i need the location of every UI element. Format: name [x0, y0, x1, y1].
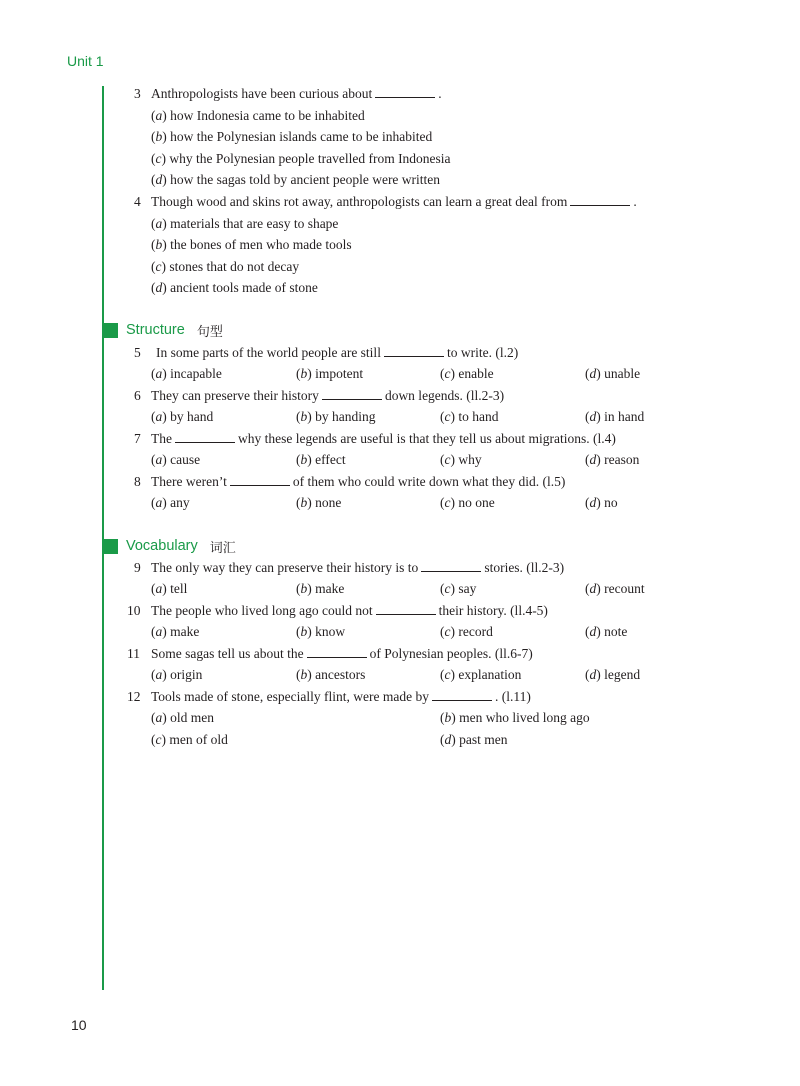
question-number: 3 [134, 86, 141, 101]
option-text: old men [170, 710, 214, 725]
answer-blank [375, 86, 435, 98]
option-letter: c [444, 667, 451, 682]
question-stem: The people who lived long ago could not [151, 603, 373, 618]
question-stem: The only way they can preserve their history is to [151, 560, 419, 575]
option-text: any [170, 495, 190, 510]
question-stem-end: down legends. (ll.2-3) [384, 388, 505, 403]
option-text: ancient tools made of stone [170, 280, 318, 295]
option-text: materials that are easy to shape [170, 216, 339, 231]
question-stem-end: stories. (ll.2-3) [484, 560, 565, 575]
option-letter: c [155, 259, 162, 274]
option-letter: d [155, 172, 163, 187]
option-text: make [315, 581, 345, 596]
option-letter: c [444, 495, 451, 510]
question-stem: Though wood and skins rot away, anthropologists can learn a great deal from [151, 194, 568, 209]
option-text: why [458, 452, 482, 467]
option-text: no one [458, 495, 495, 510]
answer-blank [376, 603, 436, 615]
option-letter: b [300, 366, 308, 381]
question-stem-end: why these legends are useful is that they tell us about migrations. (l.4) [238, 431, 616, 446]
option-letter: d [589, 366, 597, 381]
question-stem-end: to write. (l.2) [446, 345, 519, 360]
option-text: note [604, 624, 628, 639]
option-letter: c [444, 452, 451, 467]
option-text: the bones of men who made tools [170, 237, 352, 252]
option-text: how Indonesia came to be inhabited [170, 108, 365, 123]
option-letter: d [589, 624, 597, 639]
option-letter: a [155, 495, 163, 510]
option-letter: a [155, 667, 163, 682]
question-stem: Anthropologists have been curious about [151, 86, 373, 101]
question-number: 4 [134, 194, 141, 209]
option-text: reason [604, 452, 640, 467]
option-text: say [458, 581, 477, 596]
question-stem: In some parts of the world people are still [156, 345, 381, 360]
option-letter: b [155, 237, 163, 252]
option-text: enable [458, 366, 494, 381]
option-letter: c [155, 732, 162, 747]
question-stem: Some sagas tell us about the [151, 646, 304, 661]
option-text: recount [604, 581, 645, 596]
question-number: 8 [134, 474, 141, 489]
option-text: to hand [458, 409, 499, 424]
question-stem-end: . [438, 86, 442, 101]
section-title-zh: 词汇 [209, 540, 236, 556]
question-number: 5 [134, 345, 141, 360]
option-letter: c [444, 366, 451, 381]
option-letter: a [155, 624, 163, 639]
option-letter: a [155, 409, 163, 424]
option-letter: c [444, 581, 451, 596]
section-title-en: Vocabulary [126, 538, 198, 554]
answer-blank [432, 689, 492, 701]
vocabulary-heading [104, 537, 236, 555]
option-text: past men [459, 732, 508, 747]
option-letter: b [300, 581, 308, 596]
option-letter: b [155, 129, 163, 144]
question-stem: Tools made of stone, especially flint, were made by [151, 689, 429, 704]
option-text: cause [170, 452, 201, 467]
question-stem-end: their history. (ll.4-5) [438, 603, 548, 618]
section-title-zh: 句型 [196, 324, 223, 340]
question-number: 10 [127, 603, 141, 618]
question-stem-end: of them who could write down what they did. (l.5) [292, 474, 566, 489]
option-text: legend [604, 667, 641, 682]
question-number: 9 [134, 560, 141, 575]
question-number: 7 [134, 431, 141, 446]
section-marker [104, 539, 118, 554]
question-stem-end: . (l.11) [494, 689, 531, 704]
option-letter: d [155, 280, 163, 295]
option-letter: a [155, 216, 163, 231]
question-stem-end: . [633, 194, 637, 209]
option-letter: a [155, 452, 163, 467]
option-text: make [170, 624, 200, 639]
option-letter: d [589, 452, 597, 467]
question-number: 11 [127, 646, 140, 661]
question-stem: The [151, 431, 172, 446]
option-letter: b [300, 452, 308, 467]
option-letter: a [155, 108, 163, 123]
answer-blank [384, 345, 444, 357]
answer-blank [421, 560, 481, 572]
question-number: 12 [127, 689, 141, 704]
answer-blank [570, 194, 630, 206]
question-stem: There weren’t [151, 474, 227, 489]
question-stem-end: of Polynesian peoples. (ll.6-7) [369, 646, 533, 661]
option-text: by handing [315, 409, 376, 424]
option-letter: d [589, 667, 597, 682]
option-text: why the Polynesian people travelled from Indonesia [169, 151, 451, 166]
question-number: 6 [134, 388, 141, 403]
answer-blank [230, 474, 290, 486]
page-number: 10 [71, 1017, 87, 1033]
option-text: impotent [315, 366, 364, 381]
option-letter: b [300, 495, 308, 510]
option-letter: d [589, 581, 597, 596]
unit-title: Unit 1 [67, 53, 104, 69]
option-text: tell [170, 581, 188, 596]
option-text: explanation [458, 667, 522, 682]
option-letter: b [300, 409, 308, 424]
answer-blank [322, 388, 382, 400]
option-text: unable [604, 366, 641, 381]
option-letter: b [444, 710, 452, 725]
option-text: know [315, 624, 346, 639]
answer-blank [175, 431, 235, 443]
option-letter: d [589, 495, 597, 510]
option-letter: a [155, 710, 163, 725]
question-stem: They can preserve their history [151, 388, 319, 403]
option-text: stones that do not decay [169, 259, 300, 274]
option-text: record [458, 624, 493, 639]
option-letter: b [300, 667, 308, 682]
option-letter: d [589, 409, 597, 424]
option-text: origin [170, 667, 203, 682]
option-text: incapable [170, 366, 222, 381]
option-text: how the Polynesian islands came to be inhabited [170, 129, 433, 144]
option-text: none [315, 495, 342, 510]
option-letter: c [444, 624, 451, 639]
option-letter: a [155, 366, 163, 381]
option-text: men who lived long ago [459, 710, 590, 725]
option-text: ancestors [315, 667, 366, 682]
option-text: by hand [170, 409, 214, 424]
section-title-en: Structure [126, 322, 185, 338]
option-text: no [604, 495, 618, 510]
structure-heading [104, 321, 223, 339]
option-letter: a [155, 581, 163, 596]
option-text: how the sagas told by ancient people were written [170, 172, 441, 187]
option-letter: d [444, 732, 452, 747]
option-text: effect [315, 452, 346, 467]
option-text: men of old [169, 732, 228, 747]
option-letter: c [155, 151, 162, 166]
section-marker [104, 323, 118, 338]
answer-blank [307, 646, 367, 658]
option-letter: c [444, 409, 451, 424]
option-text: in hand [604, 409, 645, 424]
option-letter: b [300, 624, 308, 639]
